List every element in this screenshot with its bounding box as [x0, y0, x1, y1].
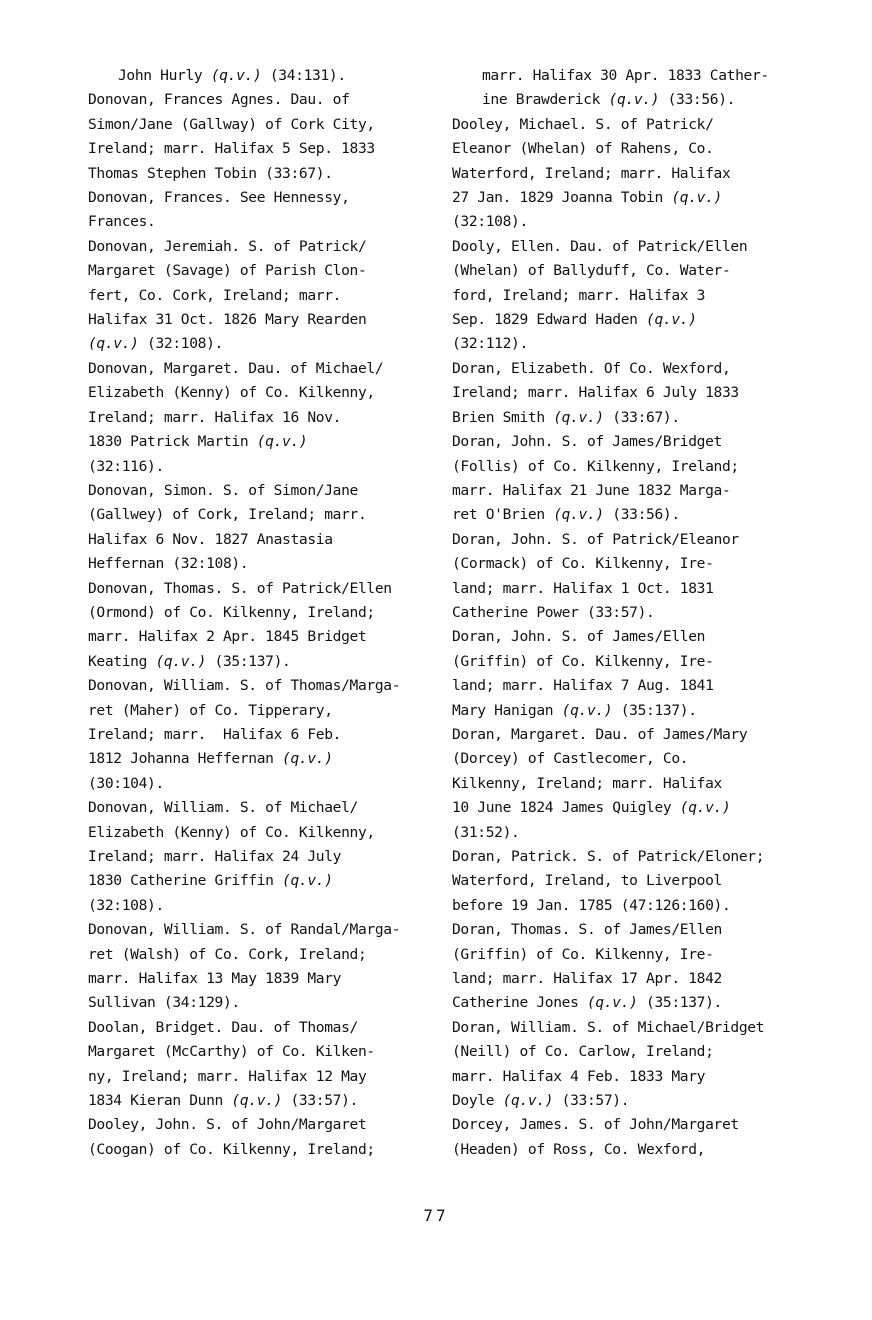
entry-line: Doolan, Bridget. Dau. of Thomas/ — [88, 1018, 358, 1036]
qv-reference: (q.v.) — [282, 750, 333, 768]
entry-line: (Neill) of Co. Carlow, Ireland; — [452, 1043, 714, 1061]
index-entry — [452, 430, 800, 528]
entry-line: (32:112). — [452, 335, 528, 353]
qv-reference: (q.v.) — [88, 335, 139, 353]
entry-line: Sullivan (34:129). — [88, 994, 240, 1012]
qv-reference: (q.v.) — [608, 91, 660, 109]
entry-line: (32:116). — [88, 457, 164, 475]
entry-line: marr. Halifax 4 Feb. 1833 Mary — [452, 1067, 706, 1085]
entry-line: Elizabeth (Kenny) of Co. Kilkenny, — [88, 384, 375, 402]
entry-line: land; marr. Halifax 1 Oct. 1831 — [452, 579, 714, 597]
entry-line: Margaret (McCarthy) of Co. Kilken- — [88, 1043, 375, 1061]
entry-line: land; marr. Halifax 17 Apr. 1842 — [452, 970, 722, 988]
entry-line: Doyle (q.v.) (33:57). — [452, 1092, 630, 1110]
qv-reference: (q.v.) — [646, 311, 697, 329]
index-entry — [452, 357, 800, 430]
entry-line: Ireland; marr. Halifax 6 July 1833 — [452, 384, 739, 402]
entry-line: (30:104). — [88, 774, 164, 792]
entry-line: Elizabeth (Kenny) of Co. Kilkenny, — [88, 823, 375, 841]
entry-line: Eleanor (Whelan) of Rahens, Co. — [452, 140, 714, 158]
index-entry — [452, 845, 800, 918]
entry-line: (32:108). — [452, 213, 528, 231]
entry-line: Doran, John. S. of James/Bridget — [452, 433, 722, 451]
entry-line: before 19 Jan. 1785 (47:126:160). — [452, 896, 731, 914]
entry-line: John Hurly (q.v.) (34:131). — [118, 67, 346, 84]
index-entry — [88, 1113, 436, 1162]
entry-line: (Cormack) of Co. Kilkenny, Ire- — [452, 555, 714, 573]
entry-line: (Follis) of Co. Kilkenny, Ireland; — [452, 457, 739, 475]
entry-continuation — [88, 64, 436, 88]
entry-line: (q.v.) (32:108). — [88, 335, 223, 353]
entry-line: (Headen) of Ross, Co. Wexford, — [452, 1140, 706, 1158]
entry-line: Thomas Stephen Tobin (33:67). — [88, 164, 333, 182]
left-column — [88, 64, 436, 1162]
entry-line: ford, Ireland; marr. Halifax 3 — [452, 286, 706, 304]
entry-line: Margaret (Savage) of Parish Clon- — [88, 262, 367, 280]
entry-line: ny, Ireland; marr. Halifax 12 May — [88, 1067, 367, 1085]
entry-line: Dooley, John. S. of John/Margaret — [88, 1116, 367, 1134]
qv-reference: (q.v.) — [256, 433, 308, 451]
entry-line: Doran, John. S. of James/Ellen — [452, 628, 706, 646]
right-column — [452, 64, 800, 1162]
qv-reference: (q.v.) — [231, 1092, 283, 1110]
entry-line: Kilkenny, Ireland; marr. Halifax — [452, 774, 722, 792]
entry-line: Doran, John. S. of Patrick/Eleanor — [452, 530, 739, 548]
entry-line: Donovan, William. S. of Randal/Marga- — [88, 921, 401, 939]
entry-line: Frances. — [88, 213, 156, 231]
index-entry — [88, 674, 436, 796]
entry-line: Sep. 1829 Edward Haden (q.v.) — [452, 311, 697, 329]
entry-line: (Gallwey) of Cork, Ireland; marr. — [88, 506, 367, 524]
qv-reference: (q.v.) — [210, 67, 262, 84]
index-entry — [88, 577, 436, 675]
entry-line: 1812 Johanna Heffernan (q.v.) — [88, 750, 333, 768]
entry-line: 10 June 1824 James Quigley (q.v.) — [452, 799, 731, 817]
entry-line: (Whelan) of Ballyduff, Co. Water- — [452, 262, 731, 280]
entry-line: (Dorcey) of Castlecomer, Co. — [452, 750, 689, 768]
index-entry — [452, 1016, 800, 1114]
entry-line: 1830 Catherine Griffin (q.v.) — [88, 872, 333, 890]
entry-line: Donovan, Simon. S. of Simon/Jane — [88, 481, 358, 499]
entry-line: marr. Halifax 2 Apr. 1845 Bridget — [88, 628, 367, 646]
entry-line: Keating (q.v.) (35:137). — [88, 652, 291, 670]
entry-line: Simon/Jane (Gallway) of Cork City, — [88, 115, 375, 133]
qv-reference: (q.v.) — [502, 1092, 554, 1110]
entry-line: (Griffin) of Co. Kilkenny, Ire- — [452, 652, 714, 670]
index-entry — [452, 1113, 800, 1162]
qv-reference: (q.v.) — [561, 701, 613, 719]
entry-line: Waterford, Ireland; marr. Halifax — [452, 164, 731, 182]
qv-reference: (q.v.) — [671, 189, 722, 207]
entry-line: Mary Hanigan (q.v.) (35:137). — [452, 701, 697, 719]
entry-line: (Coogan) of Co. Kilkenny, Ireland; — [88, 1140, 375, 1158]
entry-continuation — [452, 64, 800, 113]
entry-line: Doran, Thomas. S. of James/Ellen — [452, 921, 722, 939]
entry-line: Heffernan (32:108). — [88, 555, 249, 573]
qv-reference: (q.v.) — [553, 408, 604, 426]
entry-line: marr. Halifax 13 May 1839 Mary — [88, 970, 342, 988]
entry-line: Ireland; marr. Halifax 5 Sep. 1833 — [88, 140, 375, 158]
entry-line: 1834 Kieran Dunn (q.v.) (33:57). — [88, 1092, 358, 1110]
index-entry — [88, 235, 436, 357]
page-number: 77 — [423, 1206, 449, 1225]
entry-line: ine Brawderick (q.v.) (33:56). — [482, 91, 736, 109]
entry-line: ret (Walsh) of Co. Cork, Ireland; — [88, 945, 367, 963]
entry-line: marr. Halifax 21 June 1832 Marga- — [452, 481, 731, 499]
entry-line: marr. Halifax 30 Apr. 1833 Cather- — [482, 67, 769, 84]
entry-line: Catherine Power (33:57). — [452, 603, 655, 621]
qv-reference: (q.v.) — [586, 994, 638, 1012]
index-entry — [452, 625, 800, 723]
entry-line: Doran, Margaret. Dau. of James/Mary — [452, 725, 748, 743]
index-entry — [452, 918, 800, 1016]
entry-line: Brien Smith (q.v.) (33:67). — [452, 408, 680, 426]
entry-line: Doran, William. S. of Michael/Bridget — [452, 1018, 765, 1036]
entry-line: Donovan, Frances. See Hennessy, — [88, 189, 350, 207]
qv-reference: (q.v.) — [553, 506, 604, 524]
entry-line: Halifax 6 Nov. 1827 Anastasia — [88, 530, 333, 548]
qv-reference: (q.v.) — [679, 799, 731, 817]
index-entry — [88, 479, 436, 577]
entry-line: land; marr. Halifax 7 Aug. 1841 — [452, 677, 714, 695]
entry-line: Donovan, Jeremiah. S. of Patrick/ — [88, 237, 367, 255]
index-entry — [452, 528, 800, 626]
entry-line: Dorcey, James. S. of John/Margaret — [452, 1116, 739, 1134]
entry-line: Donovan, Margaret. Dau. of Michael/ — [88, 359, 384, 377]
qv-reference: (q.v.) — [155, 652, 207, 670]
entry-line: Waterford, Ireland, to Liverpool — [452, 872, 722, 890]
entry-line: Dooley, Michael. S. of Patrick/ — [452, 115, 714, 133]
entry-line: Ireland; marr. Halifax 24 July — [88, 848, 342, 865]
entry-line: Dooly, Ellen. Dau. of Patrick/Ellen — [452, 237, 748, 255]
entry-line: (Griffin) of Co. Kilkenny, Ire- — [452, 945, 714, 963]
qv-reference: (q.v.) — [282, 872, 333, 890]
entry-line: Donovan, Frances Agnes. Dau. of — [88, 91, 350, 109]
entry-line: Catherine Jones (q.v.) (35:137). — [452, 994, 722, 1012]
index-entry — [88, 88, 436, 186]
index-entry — [88, 1016, 436, 1114]
index-entry — [452, 113, 800, 235]
entry-line: 27 Jan. 1829 Joanna Tobin (q.v.) — [452, 189, 722, 207]
entry-line: Doran, Elizabeth. Of Co. Wexford, — [452, 359, 731, 377]
entry-line: Ireland; marr. Halifax 16 Nov. — [88, 408, 342, 426]
entry-line: Halifax 31 Oct. 1826 Mary Rearden — [88, 311, 367, 329]
index-entry — [452, 723, 800, 845]
entry-line: Donovan, Thomas. S. of Patrick/Ellen — [88, 579, 392, 597]
index-entry — [452, 235, 800, 357]
entry-line: Donovan, William. S. of Thomas/Marga- — [88, 677, 401, 695]
entry-line: Donovan, William. S. of Michael/ — [88, 799, 358, 817]
entry-line: Ireland; marr. Halifax 6 Feb. — [88, 725, 342, 743]
index-entry — [88, 796, 436, 918]
entry-line: fert, Co. Cork, Ireland; marr. — [88, 286, 342, 304]
index-entry — [88, 918, 436, 1016]
index-entry — [88, 186, 436, 235]
entry-line: ret O'Brien (q.v.) (33:56). — [452, 506, 680, 524]
index-entry — [88, 357, 436, 479]
entry-line: ret (Maher) of Co. Tipperary, — [88, 701, 333, 719]
entry-line: (31:52). — [452, 823, 520, 841]
entry-line: (32:108). — [88, 896, 164, 914]
entry-line: (Ormond) of Co. Kilkenny, Ireland; — [88, 603, 375, 621]
entry-line: Doran, Patrick. S. of Patrick/Eloner; — [452, 848, 765, 865]
entry-line: 1830 Patrick Martin (q.v.) — [88, 433, 308, 451]
